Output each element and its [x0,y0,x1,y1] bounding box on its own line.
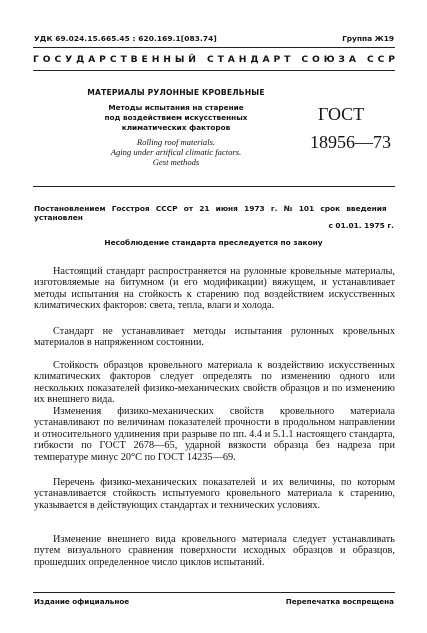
english-title-line: Rolling roof materials. [136,137,216,147]
decree-line: установлен [34,213,83,222]
edition-label: Издание официальное [34,597,130,606]
header-rule-bottom [33,70,395,71]
english-title-line: Aging under artifical climatic factors. [110,147,242,157]
agency-banner: ГОСУДАРСТВЕННЫЙ СТАНДАРТ СОЮЗА ССР [33,54,399,65]
title-subline: под воздействием искусственных [104,113,248,122]
body-paragraph: Стойкость образцов кровельного материала к воздействию искусственных климатических факторов следует определять по изменению одного или нескольких показателей физико-механических свойств образцов и по изменению их внешнего вида. [34,360,395,406]
gost-number: 18956—73 [310,132,391,152]
header-rule-top [33,47,395,48]
reprint-notice: Перепечатка воспрещена [285,597,394,606]
udk-code: УДК 69.024.15.665.45 : 620.169.1[083.74] [34,34,217,43]
body-paragraph: Изменение внешнего вида кровельного материала следует устанавливать путем визуального сравнения поверхности исходных образцов и образцов, прошедших определенное число циклов испытаний. [34,534,395,568]
title-rule [33,186,395,187]
gost-label: ГОСТ [318,104,365,124]
standard-title-block [86,88,266,167]
body-paragraph: Настоящий стандарт распространяется на рулонные кровельные материалы, изготовляемые на битумном (и его модификации) вяжущем, и устанавливает методы испытания на стойкость к старению под воздействием искусственных климатических факторов: света, тепла, влаги и холода. [34,266,395,312]
body-paragraph: Стандарт не устанавливает методы испытания рулонных кровельных материалов в напряженном состоянии. [34,326,395,349]
footer-rule [33,592,395,593]
body-paragraph: Перечень физико-механических показателей и их величины, по которым устанавливается стойкость испытуемого кровельного материала к старению, указывается в действующих стандартах и технических условиях. [34,477,395,511]
english-title-line: Gest methods [152,157,200,167]
standard-title: МАТЕРИАЛЫ РУЛОННЫЕ КРОВЕЛЬНЫЕ [87,88,265,97]
title-subline: климатических факторов [121,123,231,132]
body-paragraph: Изменения физико-механических свойств кровельного материала устанавливают по величинам показателей прочности в продольном направлении и относительного удлинения при разрыве по пп. 4.4 и 5.1.1 настоящего стандарта, гибкости по ГОСТ 2678—65, ударной вязкости образца без надреза при температуре минус 20°С по ГОСТ 14235—69. [34,406,395,463]
group-code: Группа Ж19 [342,34,394,43]
legal-notice: Несоблюдение стандарта преследуется по закону [104,238,323,247]
title-subline: Методы испытания на старение [108,103,244,112]
effective-date: с 01.01. 1975 г. [328,221,394,230]
decree-line: Постановлением Госстроя СССР от 21 июня 1973 г. № 101 срок введения [34,204,387,213]
